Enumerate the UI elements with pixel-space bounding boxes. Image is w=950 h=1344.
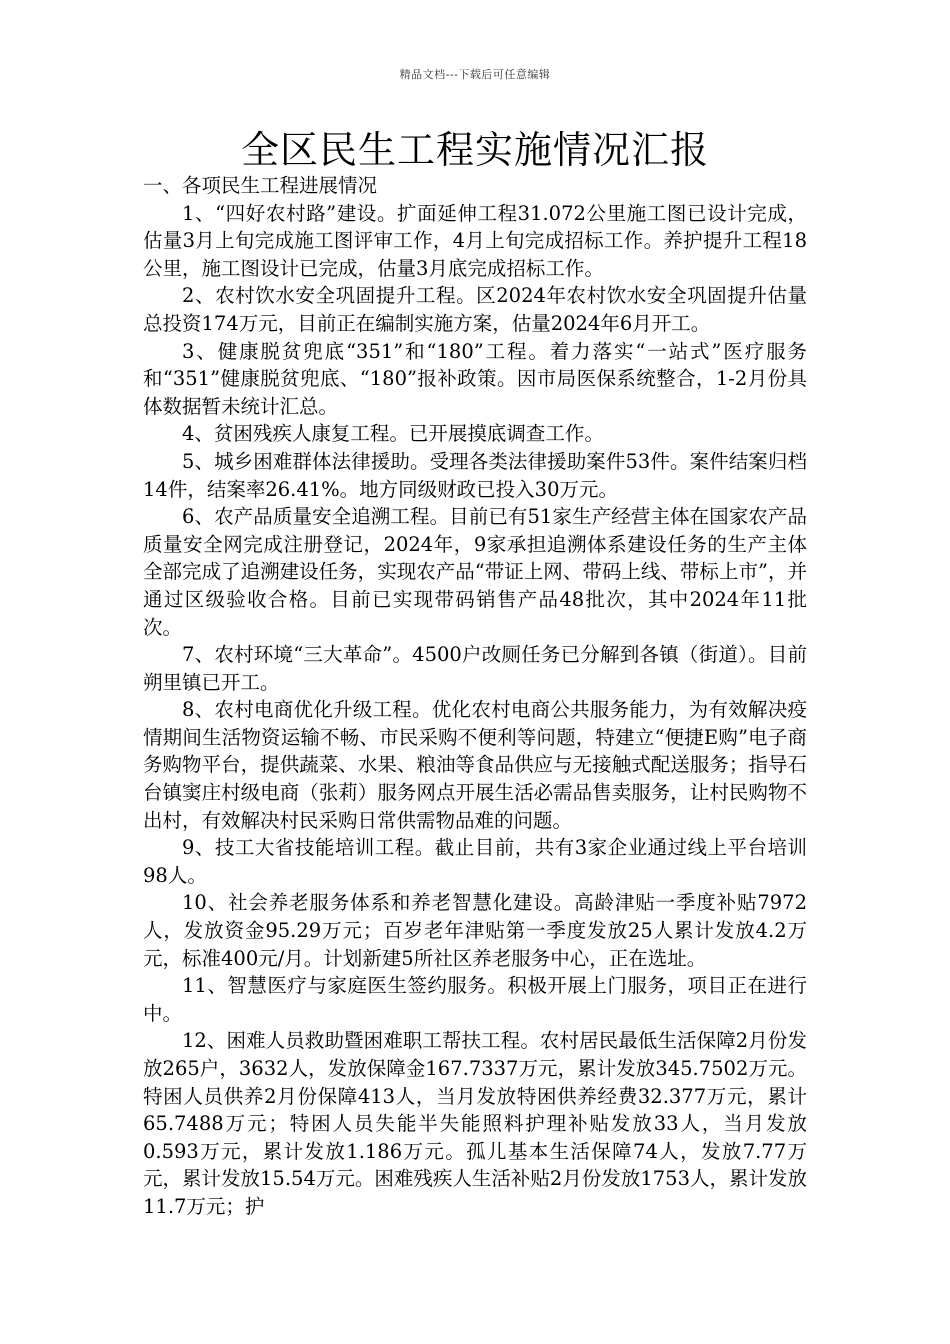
paragraph-12: 12、困难人员救助暨困难职工帮扶工程。农村居民最低生活保障2月份发放265户，3632人，发放保障金167.7337万元，累计发放345.7502万元。特困人员供养2月份保障413人，当月发放特困供养经费32.377万元，累计65.7488万元；特困人员失能半失能照料护理补贴发放33人，当月发放0.593万元，累计发放1.186万元。孤儿基本生活保障74人，发放7.77万元，累计发放15.54万元。困难残疾人生活补贴2月份发放1753人，累计发放11.7万元；护 (143, 1029, 807, 1218)
paragraph-9: 9、技工大省技能培训工程。截止目前，共有3家企业通过线上平台培训98人。 (143, 836, 807, 887)
paragraph-6: 6、农产品质量安全追溯工程。目前已有51家生产经营主体在国家农产品质量安全网完成注册登记，2024年，9家承担追溯体系建设任务的生产主体全部完成了追溯建设任务，实现农产品“带证上网、带码上线、带标上市”，并通过区级验收合格。目前已实现带码销售产品48批次，其中2024年11批次。 (143, 505, 807, 639)
paragraph-2: 2、农村饮水安全巩固提升工程。区2024年农村饮水安全巩固提升估量总投资174万元，目前正在编制实施方案，估量2024年6月开工。 (143, 284, 807, 335)
paragraph-3: 3、健康脱贫兜底“351”和“180”工程。着力落实“一站式”医疗服务和“351”健康脱贫兜底、“180”报补政策。因市局医保系统整合，1-2月份具体数据暂未统计汇总。 (143, 339, 807, 418)
document-body (143, 172, 807, 1221)
paragraph-10: 10、社会养老服务体系和养老智慧化建设。高龄津贴一季度补贴7972人，发放资金95.29万元；百岁老年津贴第一季度发放25人累计发放4.2万元，标准400元/月。计划新建5所社区养老服务中心，正在选址。 (143, 891, 807, 970)
paragraph-11: 11、智慧医疗与家庭医生签约服务。积极开展上门服务，项目正在进行中。 (143, 974, 807, 1025)
paragraph-7: 7、农村环境“三大革命”。4500户改厕任务已分解到各镇（街道）。目前朔里镇已开工。 (143, 643, 807, 694)
header-note: 精品文档---下载后可任意编辑 (399, 68, 551, 81)
paragraph-8: 8、农村电商优化升级工程。优化农村电商公共服务能力，为有效解决疫情期间生活物资运输不畅、市民采购不便利等问题，特建立“便捷E购”电子商务购物平台，提供蔬菜、水果、粮油等食品供应与无接触式配送服务；指导石台镇窦庄村级电商（张莉）服务网点开展生活必需品售卖服务，让村民购物不出村，有效解决村民采购日常供需物品难的问题。 (143, 698, 807, 832)
paragraph-5: 5、城乡困难群体法律援助。受理各类法律援助案件53件。案件结案归档14件，结案率26.41%。地方同级财政已投入30万元。 (143, 449, 807, 501)
paragraph-1: 1、“四好农村路”建设。扩面延伸工程31.072公里施工图已设计完成，估量3月上旬完成施工图评审工作，4月上旬完成招标工作。养护提升工程18公里，施工图设计已完成，估量3月底完成招标工作。 (143, 201, 807, 280)
section-heading: 一、各项民生工程进展情况 (143, 174, 378, 197)
paragraph-4: 4、贫困残疾人康复工程。已开展摸底调查工作。 (182, 422, 604, 446)
document-title: 全区民生工程实施情况汇报 (240, 128, 709, 172)
